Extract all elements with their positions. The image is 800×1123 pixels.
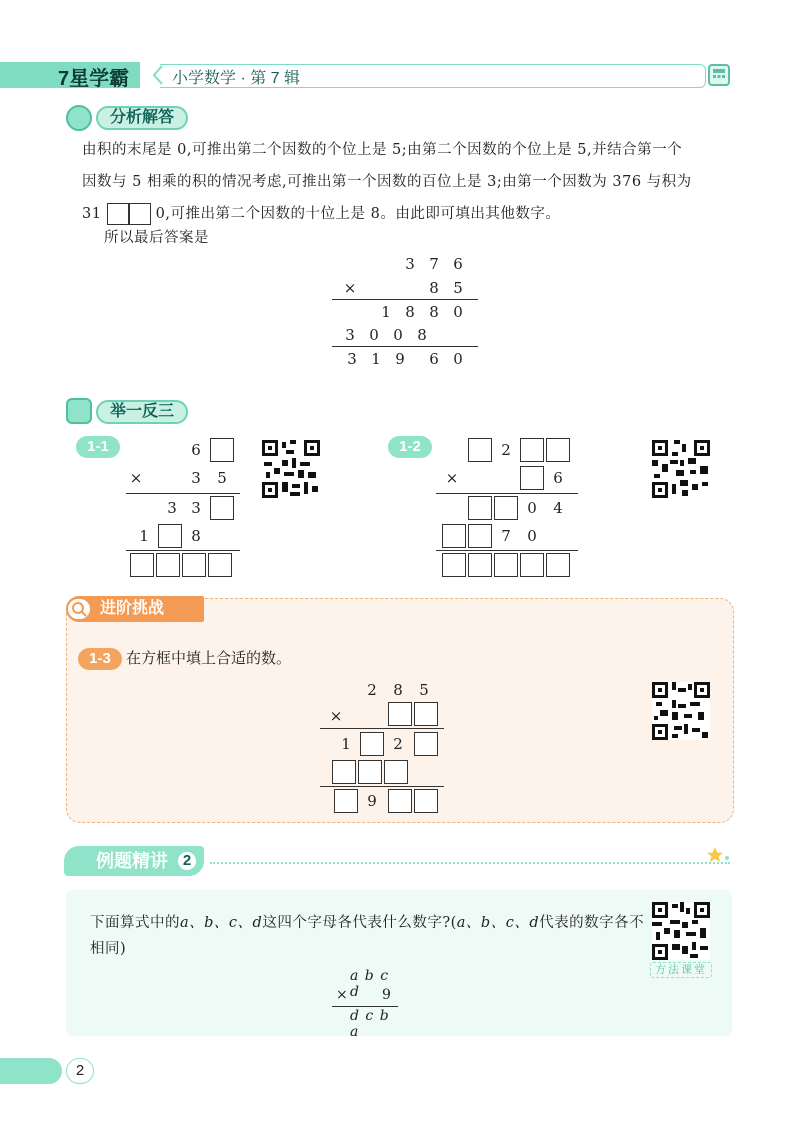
answer-calculation: 3 7 6 × 8 5 1 8 8 0 3 0 0 8 3 1 9 6 0 [330,250,480,370]
analysis-line-3: 31 0,可推出第二个因数的十位上是 8。由此即可填出其他数字。 [82,198,560,230]
blank-box[interactable] [468,553,492,577]
blank-box[interactable] [332,760,356,784]
blank-box[interactable] [494,496,518,520]
qr-code-icon[interactable] [652,902,710,960]
qr-code-icon[interactable] [652,440,710,498]
example-calculation: a b c d × 9 d c b a [330,966,400,1026]
qr-code-icon[interactable] [652,682,710,740]
notebook-icon [66,398,92,424]
example-number: 2 [176,850,198,872]
blank-box[interactable] [334,789,358,813]
blank-box[interactable] [494,553,518,577]
brand-logo: 7星学霸 [58,68,130,90]
blank-box[interactable] [360,732,384,756]
problem-1-3: 2 8 5 × 1 2 9 [320,676,445,816]
blank-box[interactable] [468,438,492,462]
blank-box[interactable] [358,760,382,784]
target-icon [66,105,92,131]
blank-box[interactable] [442,553,466,577]
challenge-prompt: 在方框中填上合适的数。 [126,650,292,667]
calculator-icon [708,64,730,86]
blank-box[interactable] [208,553,232,577]
blank-box[interactable] [414,702,438,726]
blank-box[interactable] [388,702,412,726]
section-title-analysis: 分析解答 [96,106,188,130]
section-title-example: 例题精讲 [64,846,204,876]
section-title-practice: 举一反三 [96,400,188,424]
blank-box[interactable] [414,732,438,756]
problem-tag-1-1: 1-1 [76,436,120,458]
blank-box[interactable] [520,438,544,462]
star-icon [706,846,732,864]
example-divider [210,862,730,864]
blank-box[interactable] [130,553,154,577]
blank-box[interactable] [546,553,570,577]
blank-box[interactable] [210,438,234,462]
problem-tag-1-3: 1-3 [78,648,122,670]
analysis-line-2: 因数与 5 相乘的积的情况考虑,可推出第一个因数的百位上是 3;由第一个因数为 376 与积为 [82,174,692,190]
example-question-line-2: 相同) [90,941,127,957]
blank-box[interactable] [546,438,570,462]
blank-box[interactable] [156,553,180,577]
blank-box[interactable] [210,496,234,520]
blank-box[interactable] [384,760,408,784]
header-subtitle: 小学数学 · 第 7 辑 [172,70,301,87]
blank-box[interactable] [468,496,492,520]
qr-code-icon[interactable] [262,440,320,498]
answer-intro: 所以最后答案是 [104,230,209,246]
problem-1-2: 2 × 6 0 4 7 0 [436,436,581,581]
problem-tag-1-2: 1-2 [388,436,432,458]
blank-box[interactable] [468,524,492,548]
blank-box[interactable] [414,789,438,813]
magnifier-icon [66,597,92,621]
page-number: 2 [66,1058,94,1084]
analysis-line-1: 由积的末尾是 0,可推出第二个因数的个位上是 5;由第二个因数的个位上是 5,并结合第一个 [82,142,683,158]
blank-box[interactable] [520,466,544,490]
blank-box[interactable] [182,553,206,577]
footer-band [0,1058,62,1084]
blank-box[interactable] [388,789,412,813]
problem-1-1: 6 × 3 5 3 3 1 8 [124,436,244,581]
blank-box[interactable] [520,553,544,577]
blank-box[interactable] [158,524,182,548]
blank-box[interactable] [442,524,466,548]
example-question-line-1: 下面算式中的a、b、c、d这四个字母各代表什么数字?(a、b、c、d代表的数字各不 [90,915,645,931]
section-title-challenge: 进阶挑战 [66,596,204,622]
qr-caption: 方法课堂 [650,962,712,978]
